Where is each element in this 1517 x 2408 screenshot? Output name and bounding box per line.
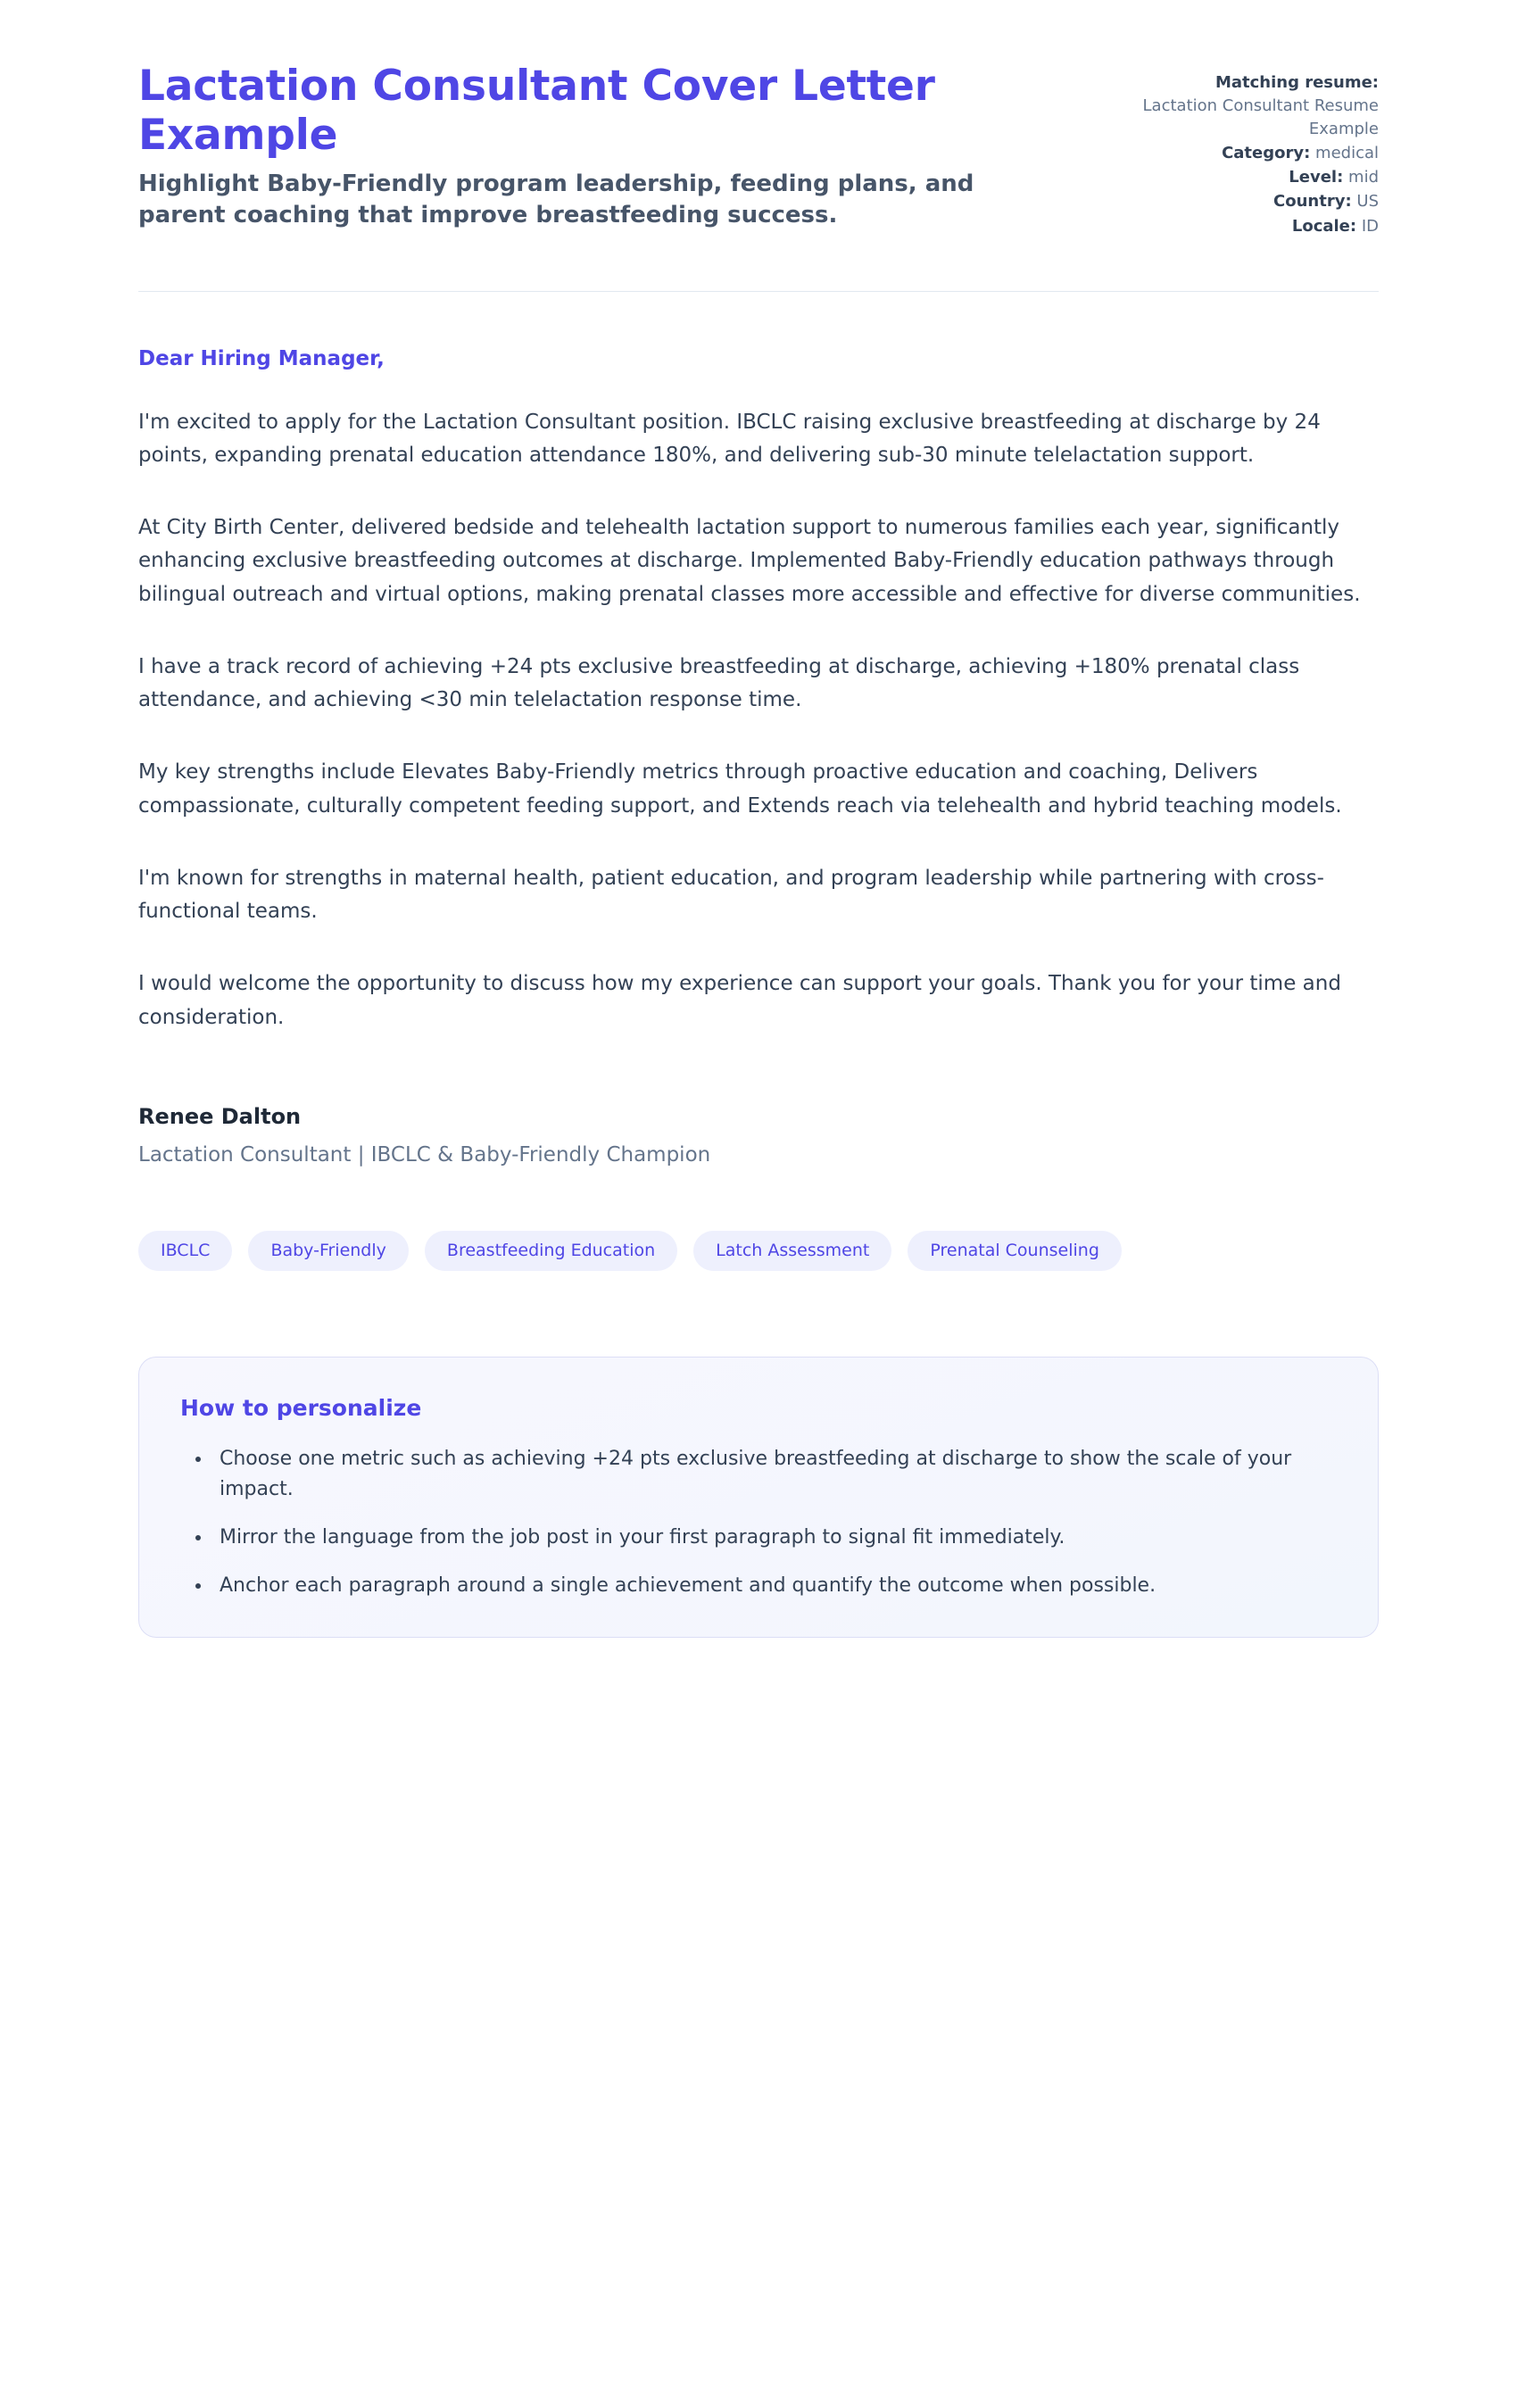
meta-locale xyxy=(1111,215,1379,238)
meta-country-label: Country: xyxy=(1273,192,1352,212)
meta-level-value: mid xyxy=(1348,168,1379,187)
meta-country xyxy=(1111,190,1379,213)
letter-paragraph: My key strengths include Elevates Baby-Friendly metrics through proactive education and coaching, Delivers compassionate, culturally competent feeding support, and Extends reach via telehealth and hybrid teaching models. xyxy=(138,760,1342,818)
meta-locale-label: Locale: xyxy=(1291,216,1357,236)
tips-list-item: • Anchor each paragraph around a single achievement and quantify the outcome when possible. xyxy=(212,1571,1337,1601)
letter-paragraph: I'm excited to apply for the Lactation Consultant position. IBCLC raising exclusive breastfeeding at discharge by 24 points, expanding prenatal education attendance 180%, and delivering sub-30 minute telelactation support. xyxy=(138,410,1321,467)
tips-list-item: • Mirror the language from the job post in your first paragraph to signal fit immediately. xyxy=(212,1523,1337,1553)
personalize-tips-card xyxy=(138,1357,1379,1638)
page-title: Lactation Consultant Cover Letter Example xyxy=(138,62,935,160)
letter-signature xyxy=(138,1104,1379,1167)
meta-matching-resume xyxy=(1111,71,1379,141)
meta-level-label: Level: xyxy=(1289,168,1344,187)
signature-name: Renee Dalton xyxy=(138,1103,302,1129)
skill-tag[interactable]: IBCLC xyxy=(138,1231,232,1271)
document-header xyxy=(138,62,1379,239)
tips-list xyxy=(180,1444,1337,1601)
meta-category-label: Category: xyxy=(1222,144,1311,163)
header-divider xyxy=(138,291,1379,292)
tips-list-item: • Choose one metric such as achieving +24 pts exclusive breastfeeding at discharge to show the scale of your impact. xyxy=(212,1444,1337,1505)
skill-tag[interactable]: Breastfeeding Education xyxy=(425,1231,677,1271)
skill-tag[interactable]: Baby-Friendly xyxy=(248,1231,408,1271)
skill-tag-list xyxy=(138,1231,1379,1271)
letter-paragraph: I have a track record of achieving +24 pts exclusive breastfeeding at discharge, achieving +180% prenatal class attendance, and achieving <30 min telelactation response time. xyxy=(138,654,1300,712)
meta-category xyxy=(1111,142,1379,165)
meta-category-value: medical xyxy=(1315,144,1379,163)
meta-matching-resume-label: Matching resume: xyxy=(1214,73,1379,92)
letter-paragraph: I'm known for strengths in maternal health, patient education, and program leadership while partnering with cross-functional teams. xyxy=(138,866,1324,924)
meta-country-value: US xyxy=(1356,192,1379,212)
meta-locale-value: ID xyxy=(1361,216,1379,236)
skill-tag[interactable]: Prenatal Counseling xyxy=(908,1231,1122,1271)
skill-tag[interactable]: Latch Assessment xyxy=(693,1231,891,1271)
letter-paragraph: At City Birth Center, delivered bedside and telehealth lactation support to numerous families each year, significantly enhancing exclusive breastfeeding outcomes at discharge. Implemented Baby-Friendly education pathways through bilingual outreach and virtual options, making prenatal classes more accessible and effective for diverse communities. xyxy=(138,516,1361,606)
tips-title: How to personalize xyxy=(180,1394,422,1421)
header-title-block xyxy=(138,62,1040,231)
letter-body xyxy=(138,347,1379,1167)
signature-role: Lactation Consultant | IBCLC & Baby-Friendly Champion xyxy=(138,1142,711,1167)
meta-level xyxy=(1111,166,1379,189)
page-subtitle: Highlight Baby-Friendly program leadership, feeding plans, and parent coaching that improve breastfeeding success. xyxy=(138,170,974,229)
meta-matching-resume-value: Lactation Consultant Resume Example xyxy=(1142,96,1379,139)
letter-paragraph: I would welcome the opportunity to discuss how my experience can support your goals. Thank you for your time and consideration. xyxy=(138,972,1341,1029)
letter-salutation: Dear Hiring Manager, xyxy=(138,346,385,370)
document-meta xyxy=(1111,62,1379,239)
